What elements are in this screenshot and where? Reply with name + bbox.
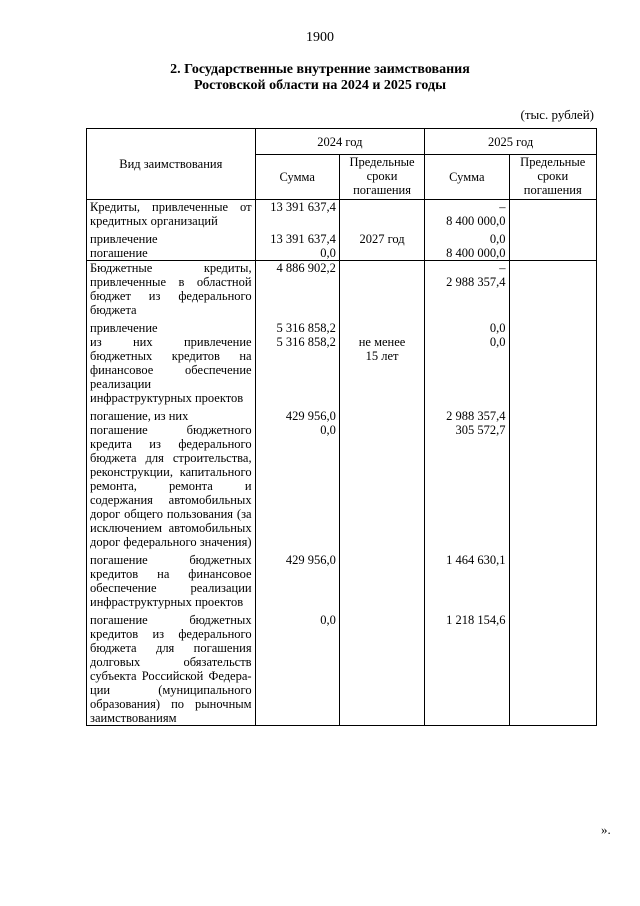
term-2025 bbox=[509, 317, 597, 335]
table-row bbox=[87, 423, 597, 549]
row-name: погашение бюджетных кредитов на финансовое обеспечение реализации инфраструктурных проектов bbox=[87, 549, 256, 609]
term-2024 bbox=[339, 423, 424, 549]
row-name: погашение bbox=[87, 246, 256, 261]
sum-2025: – 8 400 000,0 bbox=[425, 200, 509, 229]
sum-2025: 1 464 630,1 bbox=[425, 549, 509, 609]
header-sum-2025: Сумма bbox=[425, 155, 509, 200]
term-2024 bbox=[339, 317, 424, 335]
term-2024 bbox=[339, 246, 424, 261]
row-name: из них привлечение бюджетных кредитов на финансовое обеспечение реализации инфраструктурных проектов bbox=[87, 335, 256, 405]
sum-2025: 2 988 357,4 bbox=[425, 405, 509, 423]
units-note: (тыс. рублей) bbox=[520, 107, 594, 122]
sum-2024: 0,0 bbox=[255, 609, 339, 726]
row-name: Бюджетные кредиты, привлеченные в областной бюджет из федерального бюджета bbox=[87, 261, 256, 318]
closing-quote: ». bbox=[601, 822, 611, 837]
row-name: погашение бюджетных кредитов из федерального бюджета для погашения долговых обязательств субъекта Российской Федерации (муниципального образования) по рыночным заимствованиям bbox=[87, 609, 256, 726]
table-row bbox=[87, 335, 597, 405]
sum-2025: – 2 988 357,4 bbox=[425, 261, 509, 318]
sum-2025: 305 572,7 bbox=[425, 423, 509, 549]
table-row bbox=[87, 609, 597, 726]
header-sum-2024: Сумма bbox=[255, 155, 339, 200]
table-row bbox=[87, 261, 597, 318]
header-terms-2024: Предельные сроки погашения bbox=[339, 155, 424, 200]
row-name: привлечение bbox=[87, 228, 256, 246]
sum-2025: 1 218 154,6 bbox=[425, 609, 509, 726]
header-terms-2025: Предельные сроки погашения bbox=[509, 155, 597, 200]
sum-2024: 429 956,0 bbox=[255, 549, 339, 609]
sum-2025: 8 400 000,0 bbox=[425, 246, 509, 261]
table-row bbox=[87, 549, 597, 609]
table-row bbox=[87, 200, 597, 229]
table-row bbox=[87, 228, 597, 246]
sum-2024: 13 391 637,4 bbox=[255, 228, 339, 246]
sum-2024: 13 391 637,4 bbox=[255, 200, 339, 229]
row-name: привлечение bbox=[87, 317, 256, 335]
header-year-2024: 2024 год bbox=[255, 129, 425, 155]
table-row bbox=[87, 405, 597, 423]
row-name: погашение, из них bbox=[87, 405, 256, 423]
sum-2024: 0,0 bbox=[255, 246, 339, 261]
sum-2025: 0,0 bbox=[425, 317, 509, 335]
term-2024 bbox=[339, 200, 424, 229]
term-2025 bbox=[509, 405, 597, 423]
sum-2025: 0,0 bbox=[425, 335, 509, 405]
sum-2024: 0,0 bbox=[255, 423, 339, 549]
term-2024 bbox=[339, 609, 424, 726]
term-2024: 2027 год bbox=[339, 228, 424, 246]
term-2025 bbox=[509, 423, 597, 549]
section-title bbox=[0, 62, 640, 94]
header-year-2025: 2025 год bbox=[425, 129, 597, 155]
term-2024 bbox=[339, 405, 424, 423]
term-2025 bbox=[509, 549, 597, 609]
term-2025 bbox=[509, 609, 597, 726]
term-2025 bbox=[509, 228, 597, 246]
sum-2024: 4 886 902,2 bbox=[255, 261, 339, 318]
table-row bbox=[87, 246, 597, 261]
sum-2025: 0,0 bbox=[425, 228, 509, 246]
term-2025 bbox=[509, 246, 597, 261]
page-number: 1900 bbox=[306, 30, 334, 45]
title-line-2: Ростовской области на 2024 и 2025 годы bbox=[193, 78, 447, 93]
sum-2024: 5 316 858,2 bbox=[255, 335, 339, 405]
term-2024 bbox=[339, 549, 424, 609]
term-2024: не менее 15 лет bbox=[339, 335, 424, 405]
term-2025 bbox=[509, 335, 597, 405]
term-2024 bbox=[339, 261, 424, 318]
header-borrowing-type: Вид заимствования bbox=[87, 129, 256, 200]
term-2025 bbox=[509, 261, 597, 318]
row-name: Кредиты, привлеченные от кредитных организаций bbox=[87, 200, 256, 229]
borrowings-table bbox=[86, 128, 597, 726]
term-2025 bbox=[509, 200, 597, 229]
sum-2024: 429 956,0 bbox=[255, 405, 339, 423]
sum-2024: 5 316 858,2 bbox=[255, 317, 339, 335]
table-row bbox=[87, 317, 597, 335]
row-name: погашение бюджетного кредита из федерального бюджета для строительства, реконструкции, капитального ремонта, ремонта и содержания автомобильных дорог общего пользования (за исключением автомобильных дорог федерального значения) bbox=[87, 423, 256, 549]
title-line-1: 2. Государственные внутренние заимствования bbox=[170, 62, 470, 77]
